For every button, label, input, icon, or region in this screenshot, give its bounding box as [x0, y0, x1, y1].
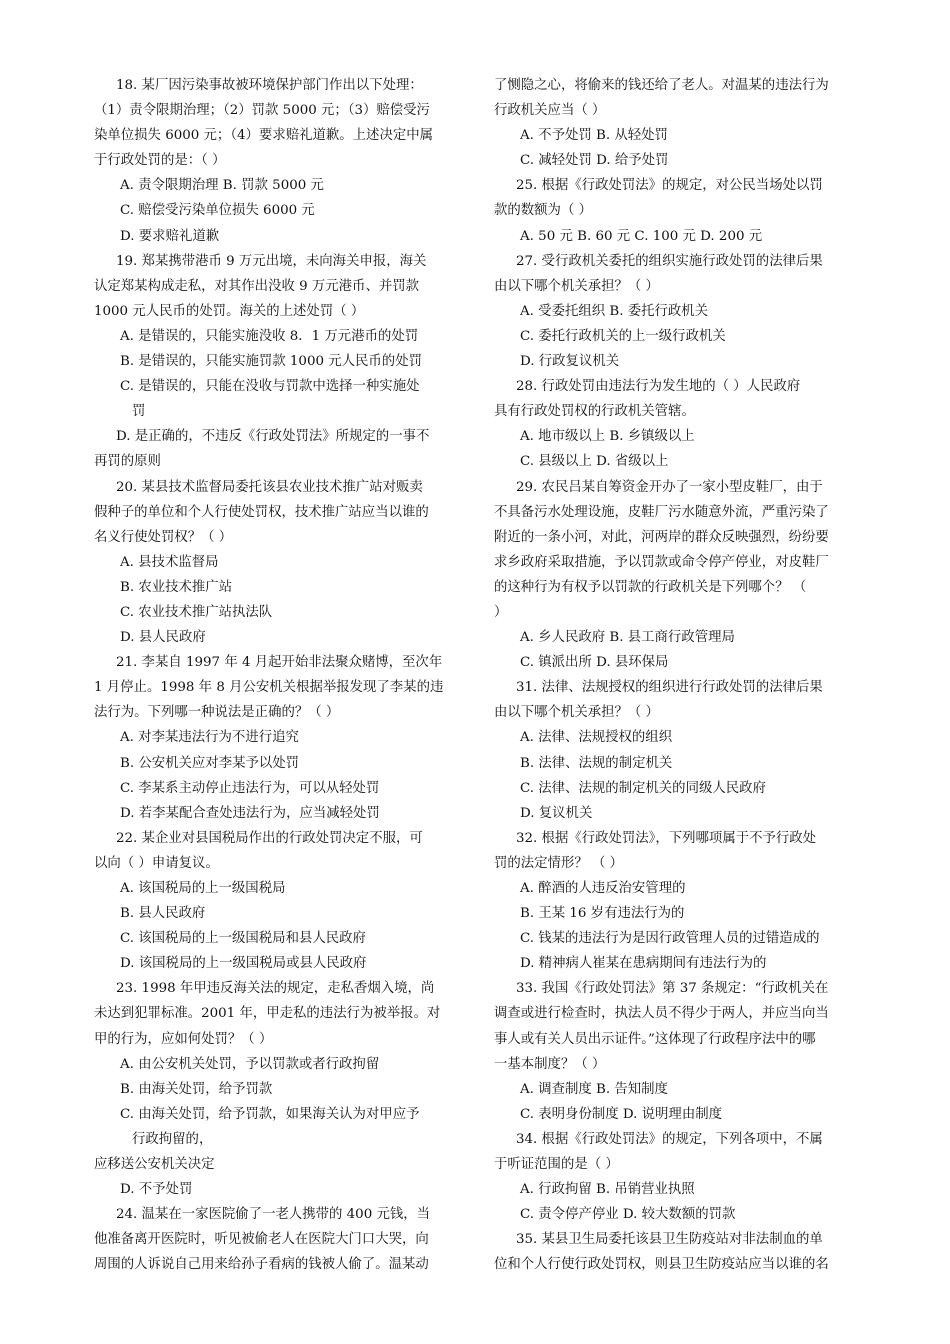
question-text-line: 28. 行政处罚由违法行为发生地的（ ）人民政府: [516, 379, 801, 395]
answer-option-line: D. 精神病人崔某在患病期间有违法行为的: [520, 956, 767, 972]
question-text-line: 25. 根据《行政处罚法》的规定，对公民当场处以罚: [516, 178, 823, 194]
answer-option-line: B. 公安机关应对李某予以处罚: [120, 755, 300, 771]
left-text-column: [94, 73, 464, 1278]
question-text-line: 由以下哪个机关承担？（ ）: [494, 705, 659, 721]
answer-option-line: A. 责令限期治理 B. 罚款 5000 元: [120, 178, 324, 194]
question-text-line: 27. 受行政机关委托的组织实施行政处罚的法律后果: [516, 253, 823, 269]
question-text-line: 21. 李某自 1997 年 4 月起开始非法聚众赌博，至次年: [116, 655, 443, 671]
answer-option-line: D. 若李某配合查处违法行为，应当减轻处罚: [120, 805, 380, 821]
answer-option-line: B. 王某 16 岁有违法行为的: [520, 906, 685, 922]
answer-option-line: C. 委托行政机关的上一级行政机关: [520, 328, 726, 344]
question-text-line: 了恻隐之心，将偷来的钱还给了老人。对温某的违法行为: [494, 78, 829, 93]
answer-option-line: C. 县级以上 D. 省级以上: [520, 454, 669, 470]
answer-option-line: A. 不予处罚 B. 从轻处罚: [520, 128, 668, 144]
answer-option-line: C. 赔偿受污染单位损失 6000 元: [120, 203, 315, 219]
question-text-line: 甲的行为，应如何处罚？（ ）: [94, 1031, 273, 1047]
question-text-line: 29. 农民吕某自筹资金开办了一家小型皮鞋厂，由于: [516, 479, 823, 495]
answer-option-line: C. 钱某的违法行为是因行政管理人员的过错造成的: [520, 931, 820, 947]
answer-option-line: A. 受委托组织 B. 委托行政机关: [520, 303, 709, 319]
answer-option-line: B. 是错误的，只能实施罚款 1000 元人民币的处罚: [120, 354, 422, 370]
question-text-line: D. 是正确的，不违反《行政处罚法》所规定的一事不: [116, 429, 430, 445]
question-text-line: 求乡政府采取措施，予以罚款或命令停产停业，对皮鞋厂: [494, 554, 829, 570]
question-text-line: 1 月停止。1998 年 8 月公安机关根据举报发现了李某的违: [94, 680, 444, 696]
answer-option-line: B. 农业技术推广站: [120, 579, 233, 595]
answer-option-line: D. 该国税局的上一级国税局或县人民政府: [120, 956, 367, 972]
question-text-line: 名义行使处罚权？（ ）: [94, 529, 233, 545]
question-text-line: 19. 郑某携带港币 9 万元出境，未向海关申报，海关: [116, 253, 427, 269]
question-text-line: 再罚的原则: [94, 454, 161, 470]
answer-option-line: 罚: [132, 404, 146, 420]
question-text-line: 应移送公安机关决定: [94, 1157, 215, 1173]
answer-option-line: C. 责令停产停业 D. 较大数额的罚款: [520, 1207, 736, 1223]
question-text-line: 周围的人诉说自己用来给孙子看病的钱被人偷了。温某动: [94, 1257, 429, 1273]
question-text-line: 35. 某县卫生局委托该县卫生防疫站对非法制血的单: [516, 1232, 823, 1248]
question-text-line: 于行政处罚的是：（ ）: [94, 153, 226, 169]
answer-option-line: 行政拘留的，: [132, 1131, 213, 1147]
question-text-line: 法行为。下列哪一种说法是正确的？（ ）: [94, 705, 340, 721]
answer-option-line: C. 该国税局的上一级国税局和县人民政府: [120, 931, 366, 947]
question-text-line: 位和个人行使行政处罚权，则县卫生防疫站应当以谁的名: [494, 1257, 829, 1273]
answer-option-line: A. 醉酒的人违反治安管理的: [520, 881, 686, 896]
question-text-line: 23. 1998 年甲违反海关法的规定，走私香烟入境，尚: [116, 981, 435, 997]
answer-option-line: B. 县人民政府: [120, 906, 206, 922]
answer-option-line: D. 复议机关: [520, 805, 593, 821]
question-text-line: 假种子的单位和个人行使处罚权，技术推广站应当以谁的: [94, 504, 429, 520]
question-text-line: 具有行政处罚权的行政机关管辖。: [494, 404, 695, 420]
question-text-line: 一基本制度？（ ）: [494, 1056, 606, 1072]
question-text-line: 31. 法律、法规授权的组织进行行政处罚的法律后果: [516, 680, 823, 696]
answer-option-line: C. 镇派出所 D. 县环保局: [520, 655, 669, 671]
question-text-line: （1）责令限期治理；（2）罚款 5000 元；（3）赔偿受污: [94, 103, 430, 119]
question-text-line: 33. 我国《行政处罚法》第 37 条规定：“行政机关在: [516, 981, 829, 997]
question-text-line: 34. 根据《行政处罚法》的规定，下列各项中，不属: [516, 1131, 823, 1147]
question-text-line: 22. 某企业对县国税局作出的行政处罚决定不服，可: [116, 830, 423, 846]
answer-option-line: A. 该国税局的上一级国税局: [120, 881, 286, 896]
answer-option-line: C. 李某系主动停止违法行为，可以从轻处罚: [120, 780, 380, 796]
answer-option-line: D. 县人民政府: [120, 630, 206, 646]
question-text-line: 调查或进行检查时，执法人员不得少于两人，并应当向当: [494, 1006, 829, 1022]
question-text-line: 未达到犯罪标准。2001 年，甲走私的违法行为被举报。对: [94, 1006, 441, 1022]
question-text-line: 不具备污水处理设施，皮鞋厂污水随意外流，严重污染了: [494, 504, 829, 520]
right-text-column: [494, 73, 866, 1278]
question-text-line: 罚的法定情形？ （ ）: [494, 855, 624, 871]
question-text-line: 事人或有关人员出示证件。”这体现了行政程序法中的哪: [494, 1031, 816, 1047]
answer-option-line: A. 行政拘留 B. 吊销营业执照: [520, 1182, 695, 1198]
question-text-line: 认定郑某构成走私，对其作出没收 9 万元港币、并罚款: [94, 278, 420, 294]
answer-option-line: A. 是错误的，只能实施没收 8．1 万元港币的处罚: [120, 328, 419, 344]
answer-option-line: A. 50 元 B. 60 元 C. 100 元 D. 200 元: [520, 228, 763, 244]
answer-option-line: A. 地市级以上 B. 乡镇级以上: [520, 429, 695, 445]
answer-option-line: C. 减轻处罚 D. 给予处罚: [520, 153, 669, 169]
answer-option-line: A. 乡人民政府 B. 县工商行政管理局: [520, 630, 735, 646]
answer-option-line: B. 由海关处罚，给予罚款: [120, 1081, 273, 1097]
answer-option-line: A. 法律、法规授权的组织: [520, 730, 673, 746]
question-text-line: 由以下哪个机关承担？（ ）: [494, 278, 659, 294]
answer-option-line: A. 县技术监督局: [120, 554, 219, 570]
answer-option-line: C. 是错误的，只能在没收与罚款中选择一种实施处: [120, 379, 420, 395]
question-text-line: 款的数额为（ ）: [494, 203, 592, 219]
answer-option-line: C. 表明身份制度 D. 说明理由制度: [520, 1106, 722, 1122]
question-text-line: 于听证范围的是（ ）: [494, 1157, 619, 1173]
question-text-line: 1000 元人民币的处罚。海关的上述处罚（ ）: [94, 303, 365, 319]
answer-option-line: A. 对李某违法行为不进行追究: [120, 730, 299, 746]
answer-option-line: A. 由公安机关处罚，予以罚款或者行政拘留: [120, 1056, 380, 1072]
question-text-line: 24. 温某在一家医院偷了一老人携带的 400 元钱，当: [116, 1207, 431, 1223]
answer-option-line: C. 农业技术推广站执法队: [120, 604, 273, 620]
question-text-line: 以向（ ）申请复议。: [94, 855, 219, 871]
answer-option-line: D. 不予处罚: [120, 1182, 193, 1198]
answer-option-line: C. 法律、法规的制定机关的同级人民政府: [520, 780, 766, 796]
question-text-line: 染单位损失 6000 元；（4）要求赔礼道歉。上述决定中属: [94, 128, 434, 144]
question-text-line: 他准备离开医院时，听见被偷老人在医院大门口大哭，向: [94, 1232, 429, 1248]
question-text-line: 附近的一条小河，对此，河两岸的群众反映强烈，纷纷要: [494, 529, 829, 545]
question-text-line: ）: [494, 604, 508, 620]
question-text-line: 行政机关应当（ ）: [494, 103, 606, 119]
answer-option-line: B. 法律、法规的制定机关: [520, 755, 673, 771]
answer-option-line: D. 行政复议机关: [520, 354, 620, 370]
answer-option-line: A. 调查制度 B. 告知制度: [520, 1081, 668, 1097]
question-text-line: 的这种行为有权予以罚款的行政机关是下列哪个？ （: [494, 579, 807, 595]
answer-option-line: C. 由海关处罚，给予罚款，如果海关认为对甲应予: [120, 1106, 420, 1122]
question-text-line: 32. 根据《行政处罚法》，下列哪项属于不予行政处: [516, 830, 817, 846]
question-text-line: 20. 某县技术监督局委托该县农业技术推广站对贩卖: [116, 479, 423, 495]
question-text-line: 18. 某厂因污染事故被环境保护部门作出以下处理：: [116, 78, 423, 93]
answer-option-line: D. 要求赔礼道歉: [120, 228, 220, 244]
